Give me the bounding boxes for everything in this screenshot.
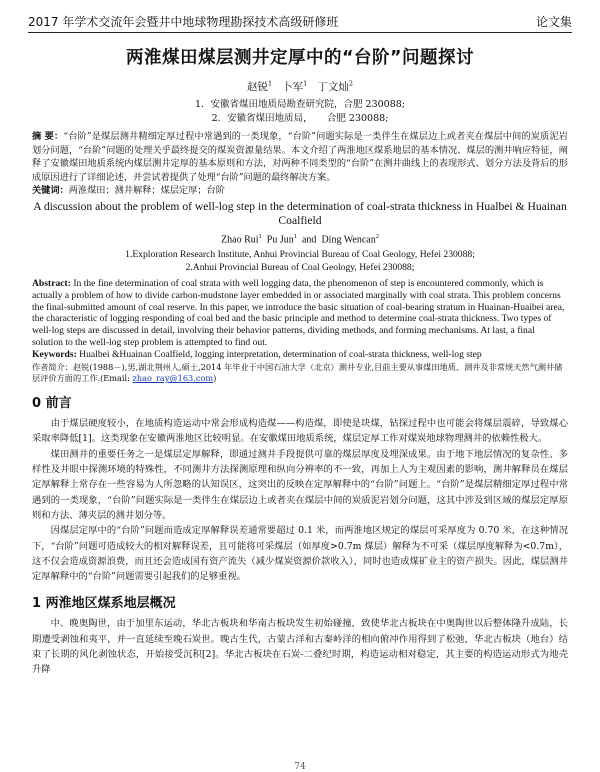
keywords-cn — [32, 184, 568, 198]
running-header — [28, 10, 572, 33]
keywords-text: 两淮煤田；测井解释；煤层定厚；台阶 — [68, 185, 225, 197]
affiliations-en — [32, 248, 568, 274]
affiliation-line: 2.Anhui Provincial Bureau of Coal Geology, Hefei 230088; — [185, 261, 415, 273]
author-sup: 1 — [303, 79, 308, 88]
author-name: 赵锐 — [247, 81, 269, 93]
author-sup: 1 — [268, 79, 273, 88]
english-title: A discussion about the problem of well-log step in the determination of coal-strata thickness in Hualbei & Huainan Coalfield — [33, 200, 567, 228]
header-left: 2017 年学术交流年会暨井中地球物理勘探技术高级研修班 — [28, 14, 339, 29]
paper-title: 两淮煤田煤层测井定厚中的“台阶”问题探讨 — [125, 48, 474, 68]
section-heading: 0 前言 — [32, 396, 72, 412]
author-sup: 2 — [348, 79, 353, 88]
author-note-text: 作者简介：赵锐(1988－),男,湖北荆州人,硕士,2014 年毕业于中国石油大学（北京）测井专业,目前主要从事煤田地质、测井及非常规天然气测井储层评价方面的工作.(Email: — [32, 362, 563, 384]
author-name: Zhao Rui — [221, 234, 259, 246]
paragraph: 因煤层定厚中的“台阶”问题而造成定厚解释误差通常要超过 0.1 米，而两淮地区规定的煤层可采厚度为 0.70 米，在这种情况下，“台阶”问题可造成较大的相对解释误差，且可能将可采煤层（如厚度>0.7m 煤层）解释为不可采（煤层厚度解释为<0.7m），这不仅会造成资源浪费，而且还会造成国有资产流失（减少煤炭资源价款收入），同时也造成煤矿业主的资产损失。因此，煤层测井定厚解释中的“台阶”问题需要引起我们的足够重视。 — [32, 525, 568, 583]
abstract-label: Abstract: — [32, 277, 71, 289]
author-name: 卜军 — [282, 81, 304, 93]
keywords-en — [32, 349, 568, 361]
authors-en — [32, 230, 568, 247]
paragraph: 由于煤层硬度较小，在地质构造运动中常会形成构造煤——构造煤，即使是块煤，钻探过程中也可能会将煤层震碎，导致煤心采取率降低[1]。这类现象在安徽两淮地区比较明显。在安徽煤田地质系统，煤层定厚工作对煤炭地球物理测井的依赖性极大。 — [32, 418, 568, 445]
affiliations-cn — [32, 98, 568, 126]
author-name: Pu Jun — [266, 234, 294, 246]
author-note-close: ) — [213, 373, 217, 384]
author-sup: 2 — [375, 233, 379, 241]
abstract-en — [32, 278, 568, 349]
author-sup: 1 — [293, 233, 297, 241]
header-right: 论文集 — [535, 14, 572, 29]
abstract-cn — [32, 130, 568, 184]
paragraph: 煤田测井的重要任务之一是煤层定厚解释，即通过测井手段提供可靠的煤层厚度及埋深成果。由于地下地层情况的复杂性、多样性及井眼中探测环境的特殊性，不同测井方法探测原理和纵向分辨率的不一致，再加上人为主观因素的影响，测井解释员在煤层定厚解释上常存在一些容易为人所忽略的认知误区，这突出的反映在定厚解释中的“台阶”问题上。“台阶”是煤层精细定厚过程中常遇到的一类现象，“台阶”问题实际是一类伴生在煤层边上或者夹在煤层中间的炭质泥岩划分问题，这其中涉及到区域的煤层定厚原则和方法、薄夹层的测井划分等。 — [32, 448, 568, 521]
authors-cn — [32, 79, 568, 94]
author-note — [32, 362, 568, 384]
paragraph: 中、晚奥陶世，由于加里东运动，华北古板块和华南古板块发生初始碰撞，致使华北古板块在中奥陶世以后整体隆升成陆，长期遭受剥蚀和夷平，并一直延续至晚石炭世。晚古生代，古蒙古洋和古秦岭洋的相向俯冲作用得到了松弛，华北古板块（地台）结束了长期的风化剥蚀状态，开始接受沉积[2]。华北古板块在石炭-二叠纪时期，构造运动相对稳定，其主要的构造运动形式为地壳升降 — [32, 618, 568, 676]
section-heading: 1 两淮地区煤系地层概况 — [32, 596, 176, 612]
keywords-label: 关键词： — [32, 185, 69, 197]
email-link[interactable]: zhao_ray@163.com — [132, 373, 214, 384]
keywords-label: Keywords: — [32, 349, 77, 361]
page-number: 74 — [294, 762, 306, 772]
abstract-text: In the fine determination of coal strata with well logging data, the phenomenon of step is encountered commonly, which is actually a problem of how to divide carbon-mudstone layer embedded in or associated marginally with coal strata. This problem concerns the final-submitted amount of coal reserve. In this paper, we introduce the basic situation of coal-bearing stratum in Huainan-Huaibei area, the characteristic of logging responding of coal bed and the basic principle and method to determine coal-strata thickness. Two types of well-log steps are discussed in detail, involving their behavior patterns, dividing methods, and forming mechanisms. At last, a final solution to the well-log step problem is attempted to find out. — [32, 277, 565, 349]
affiliation-line: 1.Exploration Research Institute, Anhui Provincial Bureau of Coal Geology, Hefei 230088; — [125, 248, 475, 260]
author-name: 丁文灿 — [317, 81, 349, 93]
affiliation-line: 1．安徽省煤田地质局勘查研究院，合肥 230088; — [194, 99, 406, 110]
author-conjunction: and — [301, 234, 317, 246]
abstract-label: 摘 要： — [32, 131, 64, 142]
abstract-text: “台阶”是煤层测井精细定厚过程中常遇到的一类现象，“台阶”问题实际是一类伴生在煤层边上或者夹在煤层中间的炭质泥岩划分问题，“台阶”问题的处理关乎最终提交的煤炭资源量结果。本文介绍了两淮地区煤系地层的基本情况、煤层的测井响应特征，阐释了安徽煤田地质系统内煤层测井定厚的基本原则和方法，对两种不同类型的“台阶”在测井曲线上的表现形式、划分方法及背后的形成原因进行了详细论述，并尝试着提供了处理“台阶”问题的最终解决方案。 — [32, 131, 568, 183]
affiliation-line: 2．安徽省煤田地质局， 合肥 230088; — [211, 113, 389, 124]
author-name: Ding Wencan — [321, 234, 376, 246]
keywords-text: Hualbei &Huainan Coalfield, logging interpretation, determination of coal-strata thickness, well-log step — [79, 349, 482, 361]
author-sup: 1 — [258, 233, 262, 241]
paper-body — [32, 40, 568, 678]
